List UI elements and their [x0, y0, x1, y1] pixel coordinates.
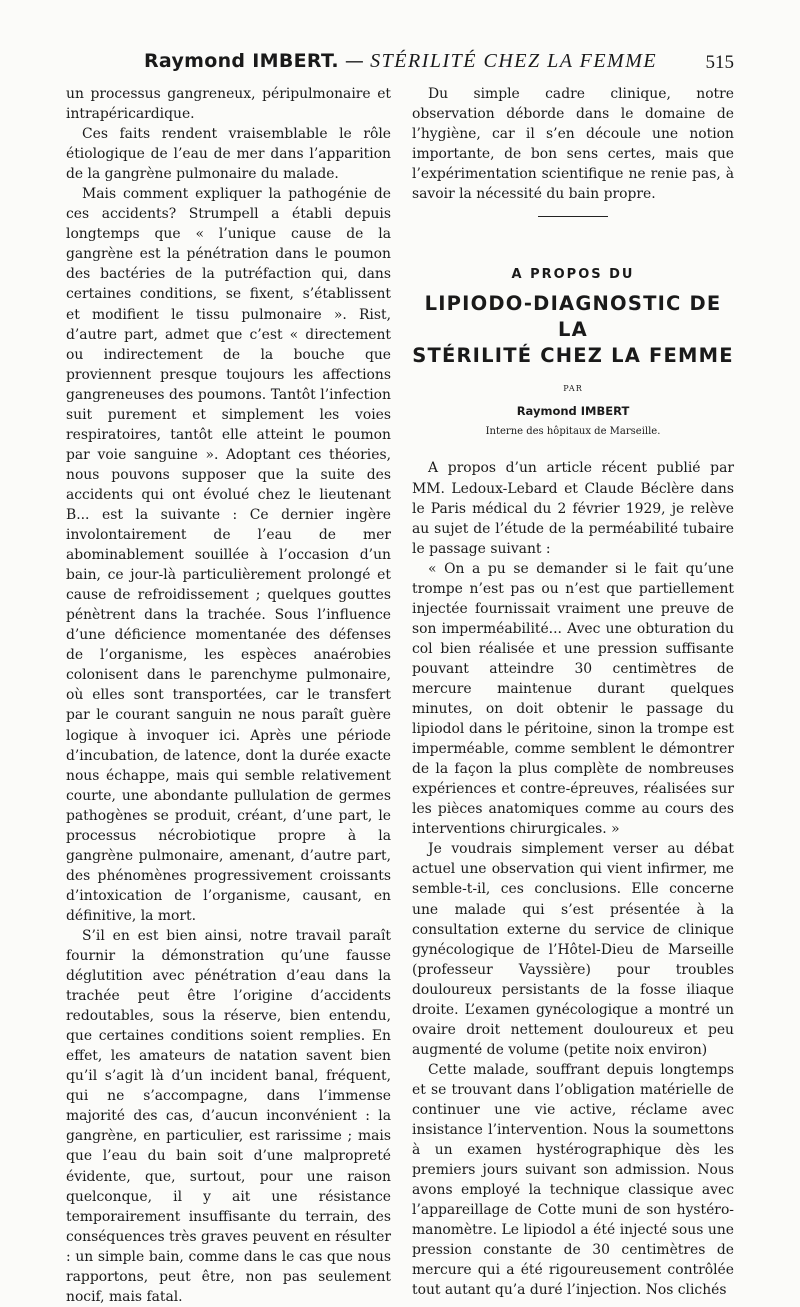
article-kicker: A PROPOS DU: [511, 267, 635, 283]
article-title-line: LIPIODO-DIAGNOSTIC DE LA: [424, 292, 722, 342]
page-number: 515: [705, 52, 734, 73]
author-affiliation: Interne des hôpitaux de Marseille.: [485, 426, 661, 438]
running-head: [60, 48, 740, 78]
paragraph: Ces faits rendent vraisemblable le rôle étiologique de l’eau de mer dans l’apparition de la gangrène pulmonaire du malade.: [66, 126, 391, 183]
running-head-author: Raymond IMBERT.: [144, 50, 339, 72]
section-separator: [538, 216, 608, 217]
quote-text: « On a pu se demander si le fait qu’une trompe n’est pas ou n’est que partiellement injectée fournissait vraiment une preuve de son imperméabilité... Avec une obturation du col bien réalisée et une pression suffisante pouvant atteindre 30 centimètres de mercure maintenue durant quelques minutes, on doit obtenir le passage du lipiodol dans le péritoine, sinon la trompe est imperméable, comme semblent le démontrer de la façon la plus complète de nombreuses expériences et contre-épreuves, réalisées sur les pièces anatomiques comme au cours des interventions chirurgicales. »: [412, 560, 734, 838]
right-column: [412, 84, 734, 1300]
byline-par: PAR: [563, 384, 583, 394]
article-title-line: STÉRILITÉ CHEZ LA FEMME: [412, 344, 734, 368]
running-head-left: [144, 50, 657, 73]
paragraph: Je voudrais simplement verser au débat actuel une observation qui vient infirmer, me semble-t-il, ces conclusions. Elle concerne une malade qui s’est présentée à la consultation externe du service de clinique gynécologique de l’Hôtel-Dieu de Marseille (professeur Vayssière) pour troubles douloureux persistants de la fosse iliaque droite. L’examen gynécologique a montré un ovaire droit nettement douloureux et peu augmenté de volume (petite noix environ): [412, 841, 734, 1058]
article-title: [412, 291, 734, 369]
block-quote: [412, 559, 734, 840]
running-head-title: STÉRILITÉ CHEZ LA FEMME: [370, 50, 658, 72]
article-body: [412, 458, 734, 1300]
running-head-dash: —: [344, 50, 365, 72]
paragraph: Cette malade, souffrant depuis longtemps et se trouvant dans l’obligation matérielle de continuer une vie active, réclame avec insistance l’intervention. Nous la soumettons à un examen hystérographique dès les premiers jours suivant son admission. Nous avons employé la technique classique avec l’appareillage de Cotte muni de son hystéro-manomètre. Le lipiodol a été injecté sous une pression constante de 30 centimètres de mercure qui a été rigoureusement contrôlée tout autant qu’a duré l’injection. Nos clichés: [412, 1061, 734, 1299]
paragraph: A propos d’un article récent publié par MM. Ledoux-Lebard et Claude Béclère dans le Paris médical du 2 février 1929, je relève au sujet de l’étude de la perméabilité tubaire le passage suivant :: [412, 460, 734, 557]
paragraph: un processus gangreneux, péripulmonaire et intrapéricardique.: [66, 86, 391, 123]
left-column: [66, 84, 391, 1307]
paragraph: Du simple cadre clinique, notre observation déborde dans le domaine de l’hygiène, car il s’en découle une notion importante, de bon sens certes, mais que l’expérimentation scientifique ne renie pas, à savoir la nécessité du bain propre.: [412, 86, 734, 203]
article-heading: [412, 265, 734, 442]
paragraph: S’il en est bien ainsi, notre travail paraît fournir la démonstration qu’une fausse déglutition avec pénétration d’eau dans la trachée peut être l’origine d’accidents redoutables, sous la réserve, bien entendu, que certaines conditions soient remplies. En effet, les amateurs de natation savent bien qu’il s’agit là d’un incident banal, fréquent, qui ne s’accompagne, dans l’immense majorité des cas, d’aucun inconvénient : la gangrène, en particulier, est rarissime ; mais que l’eau du bain soit d’une malpropreté évidente, que, surtout, pour une raison quelconque, il y ait une résistance temporairement insuffisante du terrain, des conséquences très graves peuvent en résulter : un simple bain, comme dans le cas que nous rapportons, peut être, non pas seulement nocif, mais fatal.: [66, 927, 391, 1305]
article-author: Raymond IMBERT: [516, 404, 630, 419]
paragraph: Mais comment expliquer la pathogénie de ces accidents? Strumpell a établi depuis longtemps que « l’unique cause de la gangrène est la pénétration dans le poumon des bactéries de la putréfaction qui, dans certaines conditions, se fixent, s’établissent et modifient le tissu pulmonaire ». Rist, d’autre part, admet que c’est « directement ou indirectement de la bouche que proviennent presque toujours les affections gangreneuses des poumons. Tantôt l’infection suit purement et simplement les voies respiratoires, tantôt elle atteint le poumon par voie sanguine ». Adoptant ces théories, nous pouvons supposer que la suite des accidents qui ont évolué chez le lieutenant B... est la suivante : Ce dernier ingère involontairement de l’eau de mer abominablement souillée à l’occasion d’un bain, ce jour-là particulièrement prolongé et cause de refroidissement ; quelques gouttes pénètrent dans la trachée. Sous l’influence d’une déficience momentanée des défenses de l’organisme, les espèces anaérobies colonisent dans le parenchyme pulmonaire, où elles sont transportées, car le transfert par le courant sanguin ne nous paraît guère logique à invoquer ici. Après une période d’incubation, de latence, dont la durée exacte nous échappe, mais qui semble relativement courte, une abondante pullulation de germes pathogènes se produit, créant, d’une part, le processus nécrobiotique propre à la gangrène pulmonaire, amenant, d’autre part, des phénomènes progressivement croissants d’intoxication de l’organisme, causant, en définitive, la mort.: [66, 186, 391, 924]
